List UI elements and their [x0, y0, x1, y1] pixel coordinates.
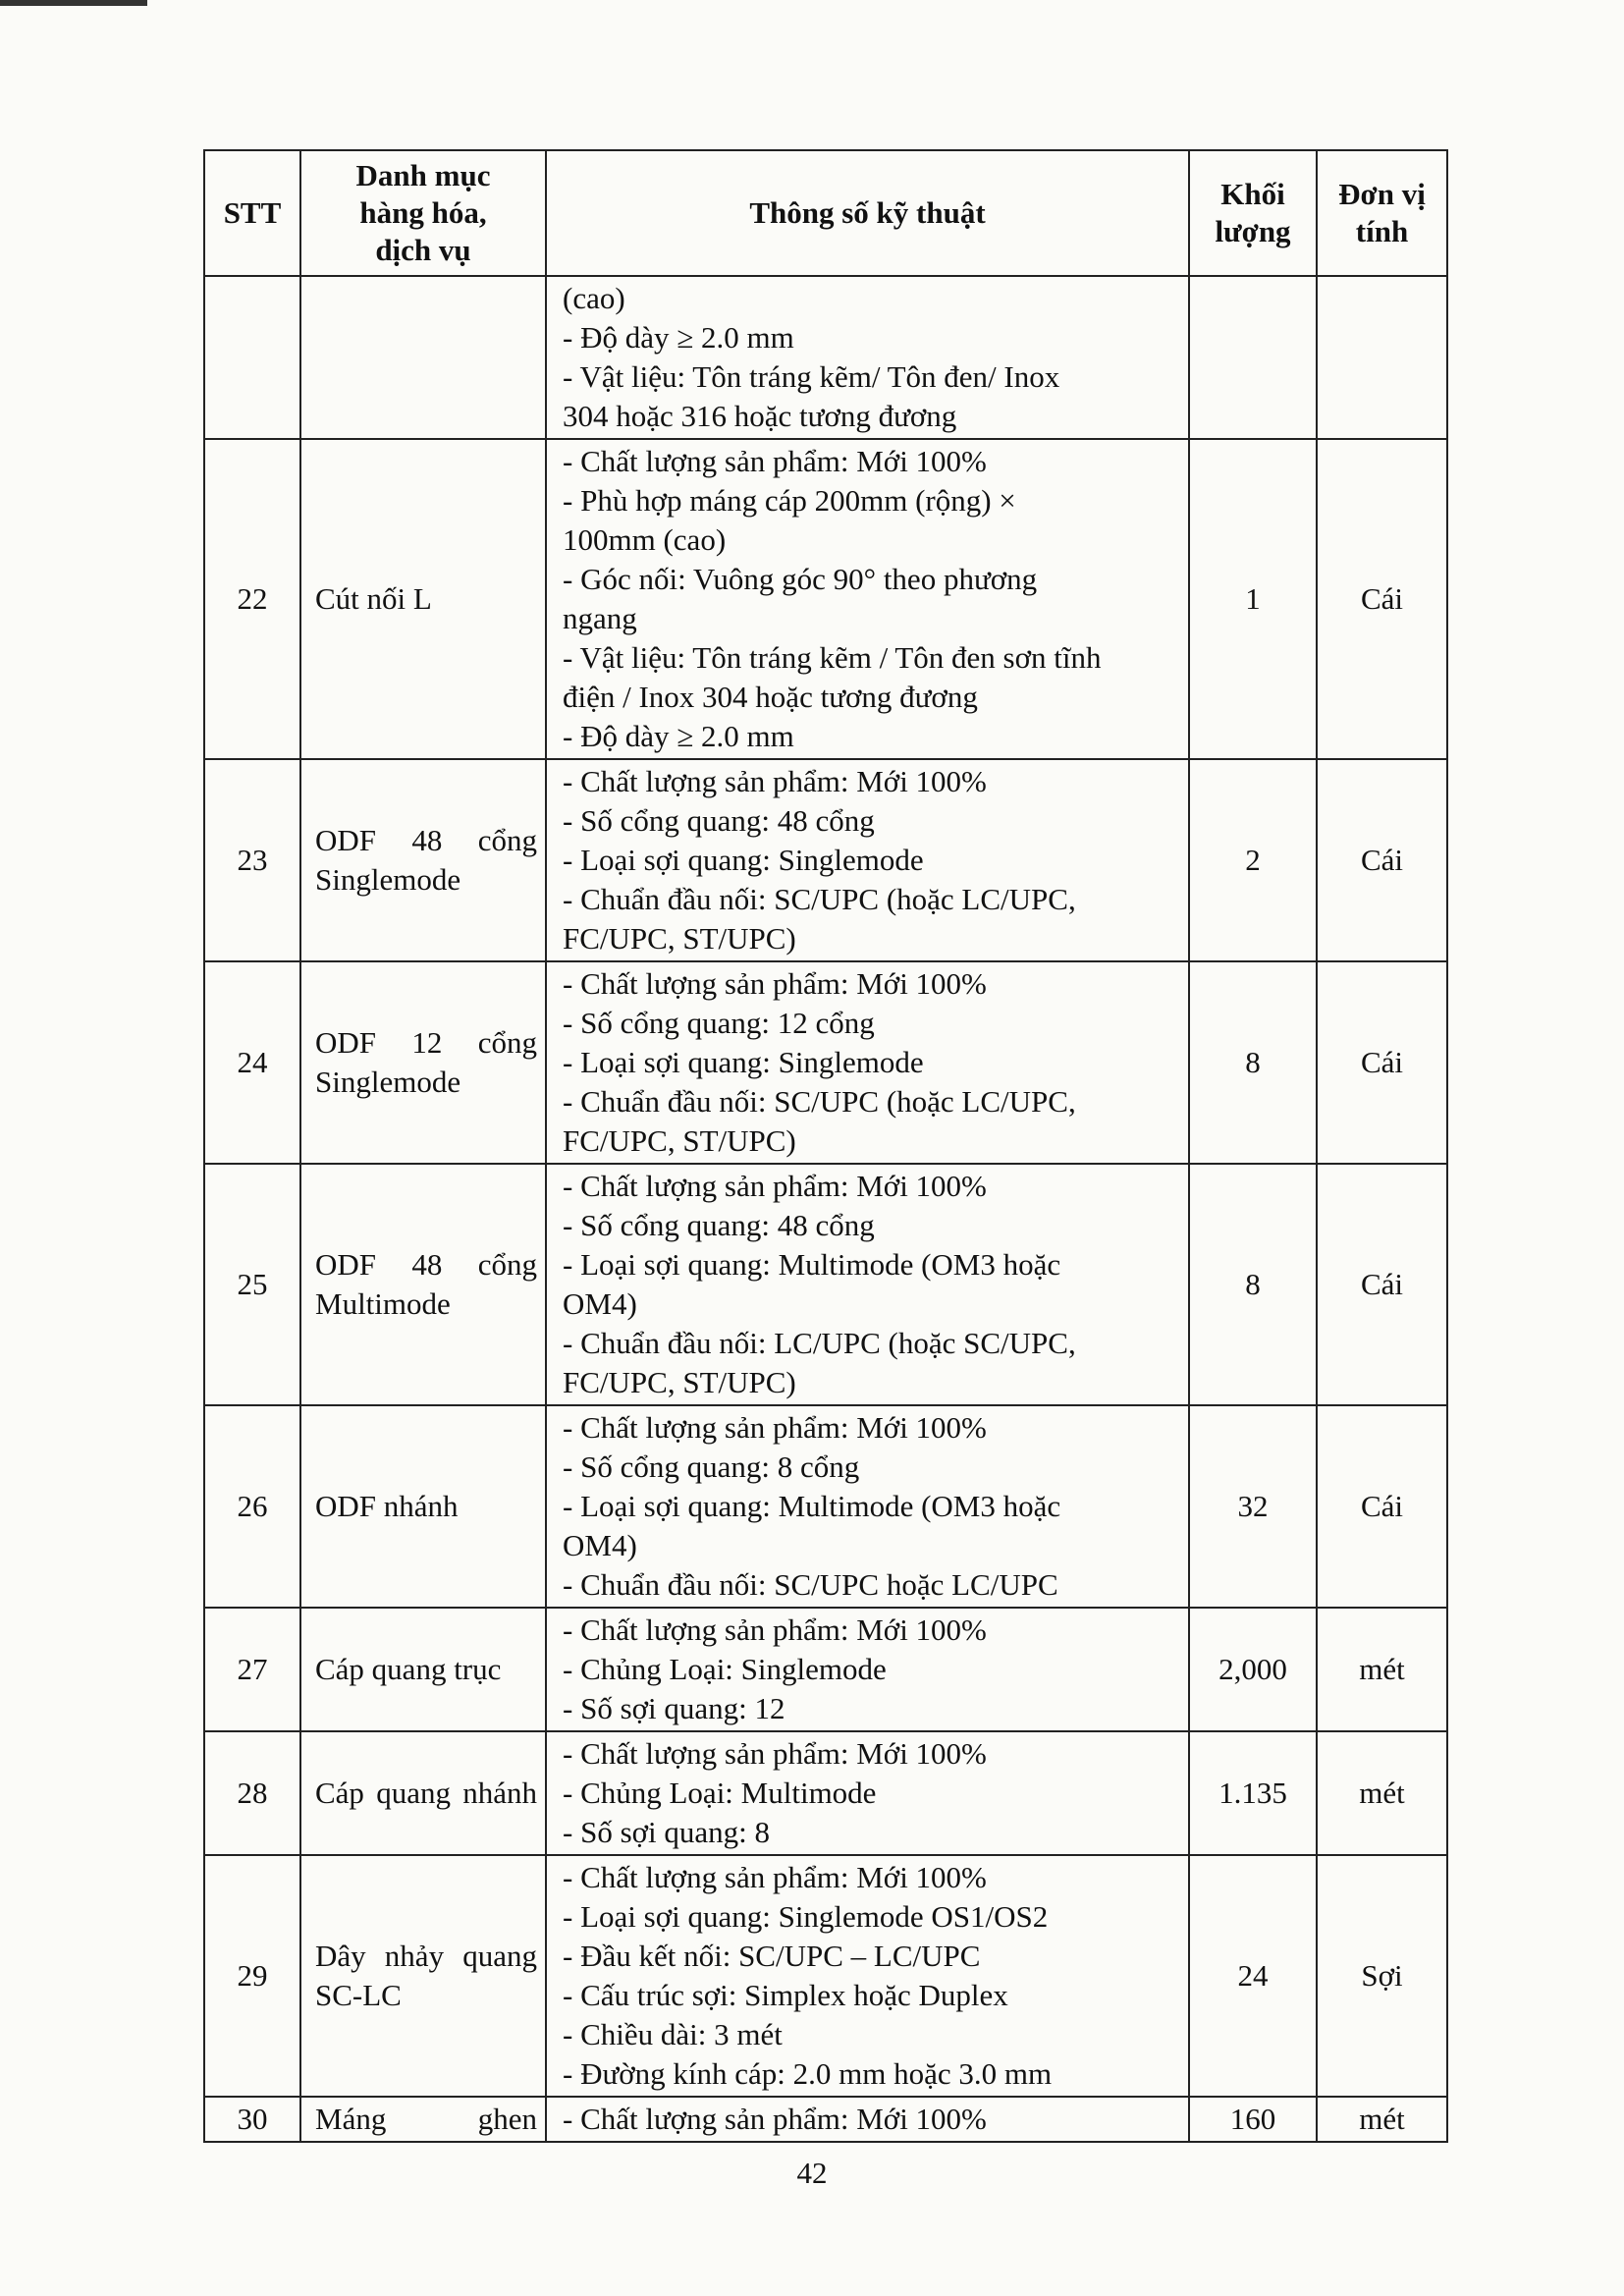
- cell-unit: Cái: [1317, 1164, 1447, 1405]
- cell-item-name: [300, 276, 546, 439]
- table-header-row: [204, 150, 1447, 276]
- spec-line: - Vật liệu: Tôn tráng kẽm / Tôn đen sơn tĩnh: [563, 640, 1102, 675]
- spec-line: - Chất lượng sản phẩm: Mới 100%: [563, 1410, 987, 1445]
- cell-quantity: 8: [1189, 961, 1317, 1164]
- cell-quantity: 2,000: [1189, 1608, 1317, 1731]
- cell-specifications: [546, 1164, 1189, 1405]
- spec-line: - Chuẩn đầu nối: SC/UPC hoặc LC/UPC: [563, 1567, 1058, 1602]
- spec-line: - Loại sợi quang: Multimode (OM3 hoặc: [563, 1247, 1061, 1282]
- spec-line: OM4): [563, 1528, 637, 1562]
- spec-line: - Chất lượng sản phẩm: Mới 100%: [563, 1169, 987, 1203]
- header-khoi-luong: Khối lượng: [1189, 150, 1317, 276]
- cell-unit: Cái: [1317, 1405, 1447, 1608]
- cell-stt: 28: [204, 1731, 300, 1855]
- spec-line: - Chất lượng sản phẩm: Mới 100%: [563, 966, 987, 1001]
- spec-line: - Loại sợi quang: Singlemode OS1/OS2: [563, 1899, 1049, 1934]
- scan-edge-mark: [0, 0, 147, 6]
- spec-line: - Vật liệu: Tôn tráng kẽm/ Tôn đen/ Inox: [563, 359, 1060, 394]
- table-row: [204, 2097, 1447, 2142]
- table-row: [204, 759, 1447, 961]
- spec-line: - Chất lượng sản phẩm: Mới 100%: [563, 444, 987, 478]
- cell-item-name: ODF 12 cổng Singlemode: [300, 961, 546, 1164]
- cell-specifications: [546, 276, 1189, 439]
- spec-line: - Độ dày ≥ 2.0 mm: [563, 320, 794, 355]
- cell-unit: mét: [1317, 2097, 1447, 2142]
- spec-line: - Số sợi quang: 8: [563, 1815, 771, 1849]
- spec-line: FC/UPC, ST/UPC): [563, 1123, 796, 1158]
- spec-line: - Loại sợi quang: Singlemode: [563, 1045, 924, 1079]
- spec-line: - Chất lượng sản phẩm: Mới 100%: [563, 1860, 987, 1894]
- table-row: [204, 1405, 1447, 1608]
- cell-quantity: 24: [1189, 1855, 1317, 2097]
- cell-specifications: [546, 961, 1189, 1164]
- spec-line: - Chuẩn đầu nối: SC/UPC (hoặc LC/UPC,: [563, 882, 1076, 916]
- spec-line: 100mm (cao): [563, 522, 727, 557]
- cell-item-name: ODF nhánh: [300, 1405, 546, 1608]
- header-stt: STT: [204, 150, 300, 276]
- spec-line: - Chất lượng sản phẩm: Mới 100%: [563, 2102, 987, 2136]
- cell-item-name: ODF 48 cổng Multimode: [300, 1164, 546, 1405]
- spec-line: OM4): [563, 1286, 637, 1321]
- cell-stt: 26: [204, 1405, 300, 1608]
- spec-line: - Chủng Loại: Multimode: [563, 1776, 877, 1810]
- header-don-vi: Đơn vị tính: [1317, 150, 1447, 276]
- table-row: [204, 1608, 1447, 1731]
- cell-unit: Cái: [1317, 961, 1447, 1164]
- cell-item-name: Cút nối L: [300, 439, 546, 759]
- spec-line: - Loại sợi quang: Singlemode: [563, 843, 924, 877]
- spec-line: ngang: [563, 601, 637, 635]
- cell-unit: Cái: [1317, 439, 1447, 759]
- cell-specifications: [546, 2097, 1189, 2142]
- spec-line: (cao): [563, 281, 625, 315]
- table-row: [204, 1731, 1447, 1855]
- specification-table: [203, 149, 1448, 2143]
- spec-line: - Số cổng quang: 12 cổng: [563, 1006, 875, 1040]
- table-row: [204, 276, 1447, 439]
- spec-line: - Chiều dài: 3 mét: [563, 2017, 783, 2051]
- spec-line: - Chuẩn đầu nối: LC/UPC (hoặc SC/UPC,: [563, 1326, 1076, 1360]
- cell-stt: [204, 276, 300, 439]
- cell-stt: 24: [204, 961, 300, 1164]
- cell-quantity: 1.135: [1189, 1731, 1317, 1855]
- header-danh-muc: Danh mục hàng hóa, dịch vụ: [300, 150, 546, 276]
- cell-unit: [1317, 276, 1447, 439]
- spec-line: FC/UPC, ST/UPC): [563, 1365, 796, 1399]
- cell-specifications: [546, 759, 1189, 961]
- table-row: [204, 439, 1447, 759]
- spec-line: - Chủng Loại: Singlemode: [563, 1652, 887, 1686]
- cell-unit: Sợi: [1317, 1855, 1447, 2097]
- spec-line: - Số sợi quang: 12: [563, 1691, 785, 1725]
- spec-line: FC/UPC, ST/UPC): [563, 921, 796, 956]
- spec-line: điện / Inox 304 hoặc tương đương: [563, 680, 978, 714]
- cell-specifications: [546, 1731, 1189, 1855]
- spec-line: - Góc nối: Vuông góc 90° theo phương: [563, 562, 1038, 596]
- spec-line: - Đầu kết nối: SC/UPC – LC/UPC: [563, 1939, 981, 1973]
- spec-line: - Chất lượng sản phẩm: Mới 100%: [563, 764, 987, 798]
- cell-stt: 27: [204, 1608, 300, 1731]
- cell-item-name: ODF 48 cổng Singlemode: [300, 759, 546, 961]
- cell-quantity: 32: [1189, 1405, 1317, 1608]
- header-thong-so: Thông số kỹ thuật: [546, 150, 1189, 276]
- cell-item-name: Cáp quang nhánh: [300, 1731, 546, 1855]
- cell-stt: 29: [204, 1855, 300, 2097]
- spec-line: 304 hoặc 316 hoặc tương đương: [563, 399, 957, 433]
- cell-quantity: 8: [1189, 1164, 1317, 1405]
- cell-stt: 25: [204, 1164, 300, 1405]
- cell-unit: Cái: [1317, 759, 1447, 961]
- table-row: [204, 1855, 1447, 2097]
- spec-line: - Đường kính cáp: 2.0 mm hoặc 3.0 mm: [563, 2056, 1053, 2091]
- cell-stt: 23: [204, 759, 300, 961]
- spec-line: - Độ dày ≥ 2.0 mm: [563, 719, 794, 753]
- cell-item-name: Máng ghen: [300, 2097, 546, 2142]
- cell-item-name: Cáp quang trục: [300, 1608, 546, 1731]
- cell-quantity: [1189, 276, 1317, 439]
- page-number: 42: [796, 2156, 828, 2190]
- cell-unit: mét: [1317, 1731, 1447, 1855]
- spec-line: - Chuẩn đầu nối: SC/UPC (hoặc LC/UPC,: [563, 1084, 1076, 1119]
- spec-line: - Chất lượng sản phẩm: Mới 100%: [563, 1736, 987, 1771]
- table-row: [204, 961, 1447, 1164]
- cell-stt: 30: [204, 2097, 300, 2142]
- table-body: [204, 276, 1447, 2142]
- spec-line: - Phù hợp máng cáp 200mm (rộng) ×: [563, 483, 1016, 518]
- cell-specifications: [546, 1855, 1189, 2097]
- cell-stt: 22: [204, 439, 300, 759]
- cell-quantity: 1: [1189, 439, 1317, 759]
- spec-line: - Số cổng quang: 48 cổng: [563, 1208, 875, 1242]
- spec-line: - Cấu trúc sợi: Simplex hoặc Duplex: [563, 1978, 1008, 2012]
- cell-specifications: [546, 439, 1189, 759]
- cell-specifications: [546, 1608, 1189, 1731]
- table-row: [204, 1164, 1447, 1405]
- cell-quantity: 160: [1189, 2097, 1317, 2142]
- cell-specifications: [546, 1405, 1189, 1608]
- spec-line: - Số cổng quang: 48 cổng: [563, 803, 875, 838]
- cell-unit: mét: [1317, 1608, 1447, 1731]
- spec-line: - Loại sợi quang: Multimode (OM3 hoặc: [563, 1489, 1061, 1523]
- cell-item-name: Dây nhảy quang SC-LC: [300, 1855, 546, 2097]
- spec-line: - Số cổng quang: 8 cổng: [563, 1449, 860, 1484]
- cell-quantity: 2: [1189, 759, 1317, 961]
- spec-line: - Chất lượng sản phẩm: Mới 100%: [563, 1613, 987, 1647]
